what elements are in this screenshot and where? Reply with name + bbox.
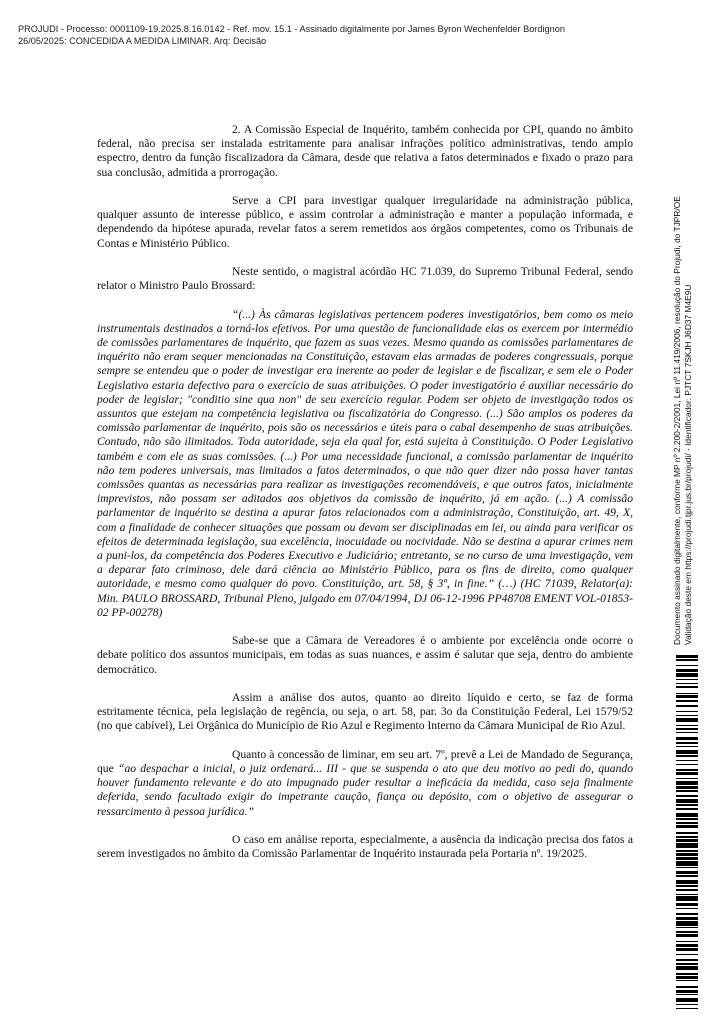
paragraph-cpi-purpose: Serve a CPI para investigar qualquer irregularidade na administração pública, qualquer assunto de interesse público, e assim controlar a administração e manter a população informada, e dependendo da hipótese apurada, revelar fatos a serem remetidos aos órgãos competentes, como os Tribunais de Contas e Ministério Público.	[97, 194, 633, 250]
paragraph-hc-intro: Neste sentido, o magistral acórdão HC 71.039, do Supremo Tribunal Federal, sendo relator o Ministro Paulo Brossard:	[97, 265, 633, 293]
paragraph-cpi-definition: 2. A Comissão Especial de Inquérito, também conhecida por CPI, quando no âmbito federal, não precisa ser instalada estritamente para analisar infrações político administrativas, tendo amplo espectro, dentro da função fiscalizadora da Câmara, desde que relativa a fatos determinados e fixado o prazo para sua conclusão, admitida a prorrogação.	[97, 123, 633, 179]
liminar-lead-text: Quanto à concessão de liminar, em seu art. 7º, prevê a Lei de Mandado de Segurança, que	[97, 747, 633, 776]
paragraph-camara-debate: Sabe-se que a Câmara de Vereadores é o ambiente por excelência onde ocorre o debate político dos assuntos municipais, em todas as suas nuances, e assim é salutar que seja, dentro do ambiente democrático.	[97, 634, 633, 676]
paragraph-case-analysis: O caso em análise reporta, especialmente, a ausência da indicação precisa dos fatos a serem investigados no âmbito da Comissão Parlamentar de Inquérito instaurada pela Portaria nº. 19/2025.	[97, 833, 633, 861]
paragraph-analysis-basis: Assim a análise dos autos, quanto ao direito líquido e certo, se faz de forma estritamente técnica, pela legislação de regência, ou seja, o art. 58, par. 3o da Constituição Federal, Lei 1579/52 (no que cabível), Lei Orgânica do Município de Rio Azul e Regimento Interno da Câmara Municipal de Rio Azul.	[97, 691, 633, 733]
header-line-decision: 26/05/2025: CONCEDIDA A MEDIDA LIMINAR. Arq: Decisão	[18, 36, 267, 46]
liminar-law-quote: “ao despachar a inicial, o juiz ordenará... III - que se suspenda o ato que deu motivo ao pedi do, quando houver fundamento relevante e do ato impugnado puder resultar a ineficácia da medida, caso seja finalmente deferida, sendo facultado exigir do impetrante caução, fiança ou depósito, com o objetivo de assegurar o ressarcimento à pessoa jurídica.”	[97, 762, 633, 818]
document-body	[97, 123, 633, 876]
paragraph-liminar	[97, 748, 633, 819]
paragraph-hc-quote: “(...) Às câmaras legislativas pertencem poderes investigatórios, bem como os meio instrumentais destinados a torná-los efetivos. Por uma questão de funcionalidade elas os exercem por intermédio de comissões parlamentares de inquérito, que fazem as suas vezes. Mesmo quando as comissões parlamentares de inquérito não eram sequer mencionadas na Constituição, estavam elas armadas de poderes congressuais, porque sempre se entendeu que o poder de investigar era inerente ao poder de legislar e de fiscalizar, e sem ele o Poder Legislativo estaria defectivo para o exercício de suas atribuições. O poder investigatório é auxiliar necessário do poder de legislar; "conditio sine qua non" de seu exercício regular. Podem ser objeto de investigação todos os assuntos que estejam na competência legislativa ou fiscalizatória do Congresso. (...) São amplos os poderes da comissão parlamentar de inquérito, pois são os necessários e úteis para o cabal desempenho de suas atribuições. Contudo, não são ilimitados. Toda autoridade, seja ela qual for, está sujeita à Constituição. O Poder Legislativo também e com ele as suas comissões. (...) Por uma necessidade funcional, a comissão parlamentar de inquérito não tem poderes universais, mas limitados a fatos determinados, o que não quer dizer não possa haver tantas comissões quantas as necessárias para realizar as investigações recomendáveis, e que outros fatos, inicialmente imprevistos, não possam ser aditados aos objetivos da comissão de inquérito, já em ação. (...) A comissão parlamentar de inquérito se destina a apurar fatos relacionados com a administração, Constituição, art. 49, X, com a finalidade de conhecer situações que possam ou devam ser disciplinadas em lei, ou ainda para verificar os efeitos de determinada legislação, sua excelência, inocuidade ou nocividade. Não se destina a apurar crimes nem a puni-los, da competência dos Poderes Executivo e Judiciário; entretanto, se no curso de uma investigação, vem a deparar fato criminoso, dele dará ciência ao Ministério Público, para os fins de direito, como qualquer autoridade, e mesmo como qualquer do povo. Constituição, art. 58, § 3º, in fine.” (…) (HC 71039, Relator(a): Min. PAULO BROSSARD, Tribunal Pleno, julgado em 07/04/1994, DJ 06-12-1996 PP48708 EMENT VOL-01853-02 PP-00278)	[97, 307, 633, 619]
signature-notice-line: Documento assinado digitalmente, conforme MP nº 2.200-2/2001, Lei nº 11.419/2006, resolução do Projudi, do TJPR/OE	[672, 196, 682, 645]
validation-notice-line: Validação deste em https://projudi.tjpr.jus.br/projudi/ - Identificador: PJTCT 7SKJH J6D37 M4E9U	[683, 284, 693, 645]
document-barcode	[676, 655, 698, 1010]
header-line-process: PROJUDI - Processo: 0001109-19.2025.8.16.0142 - Ref. mov. 15.1 - Assinado digitalmente por James Byron Wechenfelder Bordignon	[18, 24, 565, 34]
document-header	[18, 23, 658, 47]
digital-signature-sidebar	[672, 85, 702, 645]
